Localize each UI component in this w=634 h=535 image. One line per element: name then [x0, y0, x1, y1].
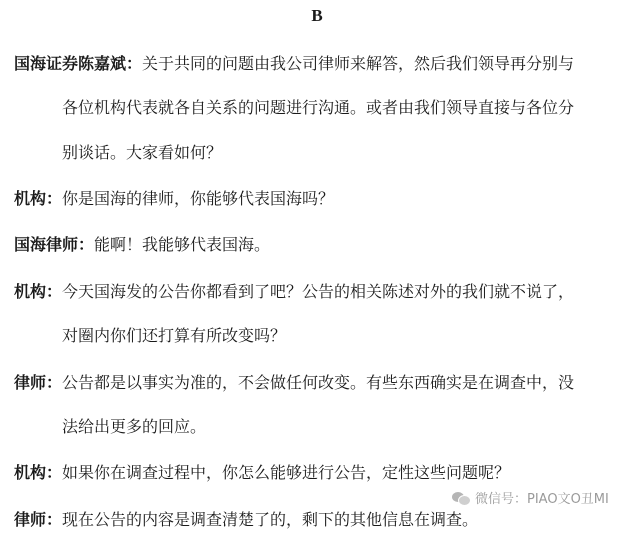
dialogue-text: 法给出更多的回应。: [62, 417, 207, 436]
dialogue-line: [14, 281, 574, 303]
dialogue-text: 今天国海发的公告你都看到了吧？公告的相关陈述对外的我们就不说了，: [62, 282, 575, 301]
dialogue-line: [14, 462, 510, 484]
dialogue-text: 公告都是以事实为准的，不会做任何改变。有些东西确实是在调查中，没: [62, 373, 575, 392]
dialogue-text: 对圈内你们还打算有所改变吗？: [62, 326, 287, 345]
dialogue-line: [14, 509, 478, 531]
dialogue-line: [62, 142, 222, 164]
speaker-name: 律师：: [14, 373, 63, 392]
dialogue-text: 别谈话。大家看如何？: [62, 143, 223, 162]
dialogue-text: 现在公告的内容是调查清楚了的，剩下的其他信息在调查。: [62, 510, 479, 529]
dialogue-line: [14, 53, 574, 75]
watermark: [452, 488, 609, 507]
dialogue-text: 如果你在调查过程中，你怎么能够进行公告，定性这些问题呢？: [62, 463, 511, 482]
speaker-name: 国海证券陈嘉斌：: [14, 54, 143, 73]
section-title: B: [311, 6, 323, 25]
speaker-name: 机构：: [14, 282, 63, 301]
dialogue-text: 各位机构代表就各自关系的问题进行沟通。或者由我们领导直接与各位分: [62, 98, 575, 117]
dialogue-line: [14, 234, 270, 256]
wechat-icon: [452, 491, 470, 505]
dialogue-line: [62, 97, 574, 119]
speaker-name: 机构：: [14, 463, 63, 482]
dialogue-text: 关于共同的问题由我公司律师来解答，然后我们领导再分别与: [142, 54, 575, 73]
dialogue-line: [14, 188, 334, 210]
speaker-name: 机构：: [14, 189, 63, 208]
speaker-name: 国海律师：: [14, 235, 95, 254]
dialogue-line: [62, 416, 206, 438]
dialogue-line: [14, 372, 574, 394]
speaker-name: 律师：: [14, 510, 63, 529]
watermark-text: 微信号：PIAO文O丑MI: [475, 492, 609, 507]
dialogue-text: 你是国海的律师，你能够代表国海吗？: [62, 189, 335, 208]
dialogue-text: 能啊！我能够代表国海。: [94, 235, 271, 254]
dialogue-line: [62, 325, 286, 347]
